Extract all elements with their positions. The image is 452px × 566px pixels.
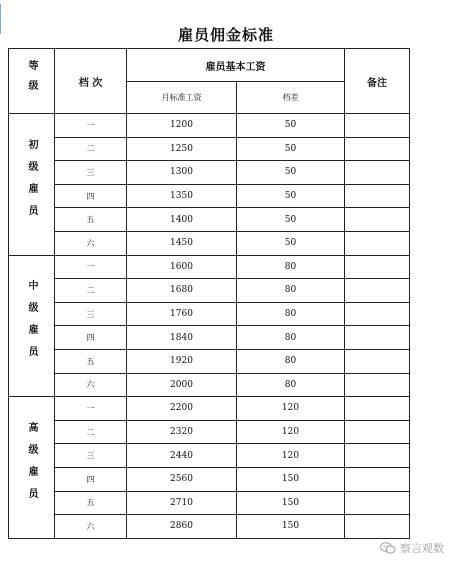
tier-difference-cell: 80 <box>237 255 345 279</box>
tier-cell: 六 <box>55 231 127 255</box>
tier-difference-cell: 50 <box>237 208 345 232</box>
remark-cell <box>345 302 410 326</box>
tier-difference-cell: 120 <box>237 397 345 421</box>
grade-label: 初级雇员 <box>26 138 37 227</box>
tier-cell: 六 <box>55 515 127 539</box>
tier-difference-cell: 50 <box>237 184 345 208</box>
table-row <box>9 515 410 539</box>
tier-cell: 六 <box>55 373 127 397</box>
remark-cell <box>345 444 410 468</box>
grade-label: 中级雇员 <box>26 280 37 369</box>
remark-cell <box>345 373 410 397</box>
grade-cell <box>9 114 55 256</box>
remark-cell <box>345 279 410 303</box>
tier-cell: 四 <box>55 184 127 208</box>
header-remarks: 备注 <box>345 49 410 114</box>
monthly-salary-cell: 1760 <box>127 302 237 326</box>
table-row <box>9 114 410 138</box>
remark-cell <box>345 397 410 421</box>
remark-cell <box>345 255 410 279</box>
table-row <box>9 255 410 279</box>
monthly-salary-cell: 1250 <box>127 137 237 161</box>
tier-cell: 一 <box>55 397 127 421</box>
tier-cell: 二 <box>55 420 127 444</box>
remark-cell <box>345 208 410 232</box>
tier-difference-cell: 50 <box>237 137 345 161</box>
tier-cell: 三 <box>55 444 127 468</box>
header-grade: 等级 <box>9 49 55 114</box>
header-tier: 档 次 <box>55 49 127 114</box>
table-row <box>9 373 410 397</box>
header-basic-salary: 雇员基本工资 <box>127 49 345 82</box>
tier-difference-cell: 80 <box>237 279 345 303</box>
monthly-salary-cell: 2440 <box>127 444 237 468</box>
tier-difference-cell: 120 <box>237 444 345 468</box>
monthly-salary-cell: 2860 <box>127 515 237 539</box>
header-tier-difference: 档差 <box>237 82 345 114</box>
document-title: 雇员佣金标准 <box>177 26 274 44</box>
monthly-salary-cell: 1600 <box>127 255 237 279</box>
monthly-salary-cell: 1300 <box>127 161 237 185</box>
remark-cell <box>345 491 410 515</box>
table-row <box>9 137 410 161</box>
grade-cell <box>9 255 55 397</box>
remark-cell <box>345 515 410 539</box>
tier-difference-cell: 80 <box>237 349 345 373</box>
tier-cell: 四 <box>55 326 127 350</box>
tier-cell: 二 <box>55 279 127 303</box>
table-row <box>9 349 410 373</box>
monthly-salary-cell: 2000 <box>127 373 237 397</box>
grade-cell <box>9 397 55 539</box>
monthly-salary-cell: 1680 <box>127 279 237 303</box>
tier-cell: 一 <box>55 255 127 279</box>
tier-cell: 二 <box>55 137 127 161</box>
watermark-text: 察言观数 <box>400 542 444 555</box>
remark-cell <box>345 326 410 350</box>
monthly-salary-cell: 1450 <box>127 231 237 255</box>
table-row <box>9 302 410 326</box>
wechat-icon <box>380 542 396 554</box>
tier-cell: 四 <box>55 467 127 491</box>
monthly-salary-cell: 1400 <box>127 208 237 232</box>
tier-difference-cell: 150 <box>237 491 345 515</box>
tier-difference-cell: 50 <box>237 114 345 138</box>
table-row <box>9 491 410 515</box>
tier-cell: 五 <box>55 349 127 373</box>
tier-difference-cell: 150 <box>237 515 345 539</box>
monthly-salary-cell: 2560 <box>127 467 237 491</box>
tier-difference-cell: 80 <box>237 373 345 397</box>
remark-cell <box>345 114 410 138</box>
remark-cell <box>345 349 410 373</box>
table-row <box>9 184 410 208</box>
tier-difference-cell: 50 <box>237 231 345 255</box>
table-row <box>9 279 410 303</box>
monthly-salary-cell: 2320 <box>127 420 237 444</box>
table-row <box>9 208 410 232</box>
tier-difference-cell: 80 <box>237 302 345 326</box>
tier-difference-cell: 150 <box>237 467 345 491</box>
header-row-1 <box>9 49 410 82</box>
tier-cell: 一 <box>55 114 127 138</box>
remark-cell <box>345 231 410 255</box>
monthly-salary-cell: 2710 <box>127 491 237 515</box>
remark-cell <box>345 420 410 444</box>
tier-difference-cell: 120 <box>237 420 345 444</box>
table-row <box>9 397 410 421</box>
tier-cell: 三 <box>55 302 127 326</box>
monthly-salary-cell: 1840 <box>127 326 237 350</box>
tier-cell: 三 <box>55 161 127 185</box>
table-row <box>9 420 410 444</box>
table-body <box>9 114 410 539</box>
monthly-salary-cell: 2200 <box>127 397 237 421</box>
table-row <box>9 326 410 350</box>
monthly-salary-cell: 1350 <box>127 184 237 208</box>
table-row <box>9 161 410 185</box>
monthly-salary-cell: 1200 <box>127 114 237 138</box>
monthly-salary-cell: 1920 <box>127 349 237 373</box>
table-row <box>9 231 410 255</box>
table-row <box>9 467 410 491</box>
watermark <box>380 540 444 556</box>
tier-difference-cell: 50 <box>237 161 345 185</box>
remark-cell <box>345 137 410 161</box>
table-row <box>9 444 410 468</box>
remark-cell <box>345 161 410 185</box>
tier-cell: 五 <box>55 208 127 232</box>
tier-difference-cell: 80 <box>237 326 345 350</box>
tier-cell: 五 <box>55 491 127 515</box>
header-monthly-standard: 月标准工资 <box>127 82 237 114</box>
remark-cell <box>345 184 410 208</box>
grade-label: 高级雇员 <box>26 421 37 510</box>
salary-table <box>8 48 410 539</box>
remark-cell <box>345 467 410 491</box>
